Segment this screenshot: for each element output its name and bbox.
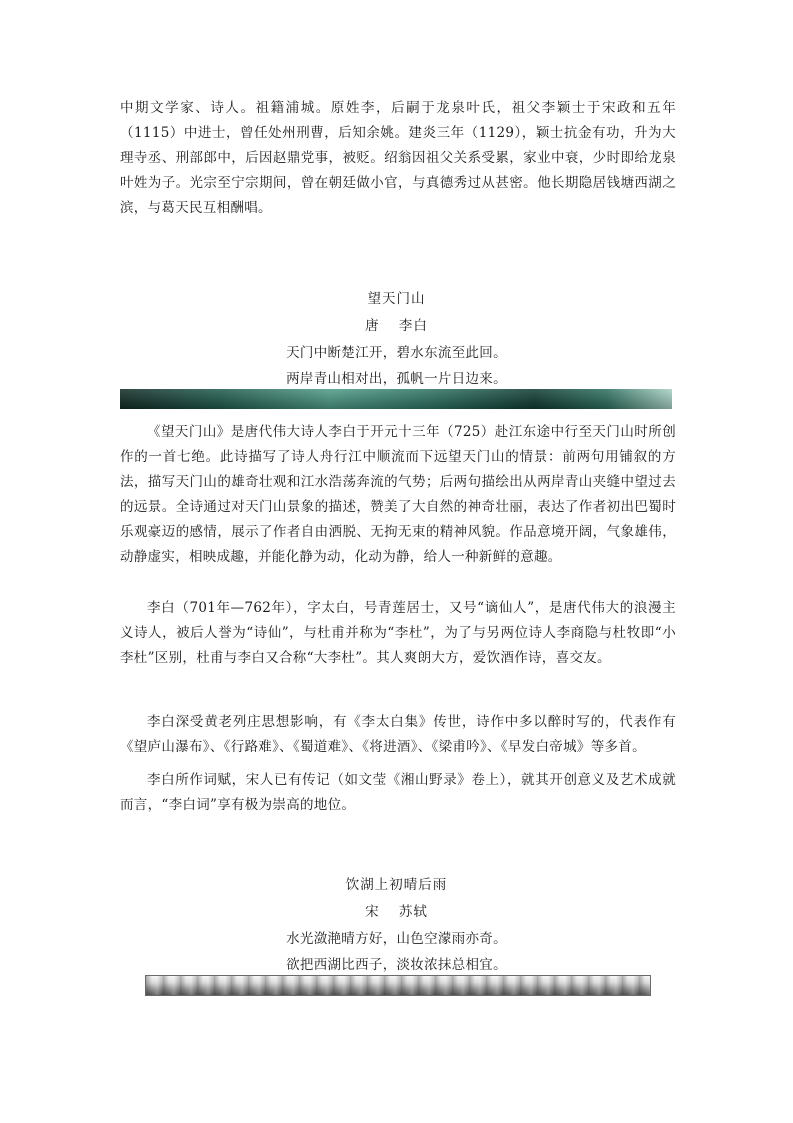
intro-paragraph: 中期文学家、诗人。祖籍浦城。原姓李，后嗣于龙泉叶氏，祖父李颖士于宋政和五年（1115）中进士，曾任处州刑曹，后知余姚。建炎三年（1129），颖士抗金有功，升为大理寺丞、刑部郎中，后因赵鼎党事，被贬。绍翁因祖父关系受累，家业中衰，少时即给龙泉叶姓为子。光宗至宁宗期间，曾在朝廷做小官，与真德秀过从甚密。他长期隐居钱塘西湖之滨，与葛天民互相酬唱。 bbox=[120, 100, 676, 216]
ink-painting-banner-image bbox=[145, 975, 651, 996]
poem2-author: 宋 苏轼 bbox=[365, 904, 428, 920]
commentary-paragraph-4: 李白所作词赋，宋人已有传记（如文莹《湘山野录》卷上），就其开创意义及艺术成就而言，“李白词”享有极为崇高的地位。 bbox=[120, 772, 676, 813]
commentary-paragraph-1: 《望天门山》是唐代伟大诗人李白于开元十三年（725）赴江东途中行至天门山时所创作的一首七绝。此诗描写了诗人舟行江中顺流而下远望天门山的情景：前两句用铺叙的方法，描写天门山的雄奇壮观和江水浩荡奔流的气势；后两句描绘出从两岸青山夹缝中望过去的远景。全诗通过对天门山景象的描述，赞美了大自然的神奇壮丽，表达了作者初出巴蜀时乐观豪迈的感情，展示了作者自由洒脱、无拘无束的精神风貌。作品意境开阔，气象雄伟，动静虚实，相映成趣，并能化静为动，化动为静，给人一种新鲜的意趣。 bbox=[120, 424, 676, 565]
poem1-title: 望天门山 bbox=[367, 291, 426, 307]
poem1-line-2: 两岸青山相对出，孤帆一片日边来。 bbox=[286, 371, 507, 387]
poem2-line-2: 欲把西湖比西子，淡妆浓抹总相宜。 bbox=[286, 957, 507, 973]
poem2-title: 饮湖上初晴后雨 bbox=[345, 877, 448, 893]
landscape-banner-image bbox=[120, 389, 672, 409]
commentary-paragraph-2: 李白（701年—762年），字太白，号青莲居士，又号“谪仙人”，是唐代伟大的浪漫主义诗人，被后人誉为“诗仙”，与杜甫并称为“李杜”，为了与另两位诗人李商隐与杜牧即“小李杜”区别，杜甫与李白又合称“大李杜”。其人爽朗大方，爱饮酒作诗，喜交友。 bbox=[120, 600, 676, 666]
poem1-line-1: 天门中断楚江开，碧水东流至此回。 bbox=[286, 345, 507, 361]
poem1-author: 唐 李白 bbox=[365, 318, 428, 334]
commentary-paragraph-3: 李白深受黄老列庄思想影响，有《李太白集》传世，诗作中多以醉时写的，代表作有《望庐山瀑布》、《行路难》、《蜀道难》、《将进酒》、《梁甫吟》、《早发白帝城》等多首。 bbox=[120, 714, 676, 755]
poem2-line-1: 水光潋滟晴方好，山色空濛雨亦奇。 bbox=[286, 931, 507, 947]
